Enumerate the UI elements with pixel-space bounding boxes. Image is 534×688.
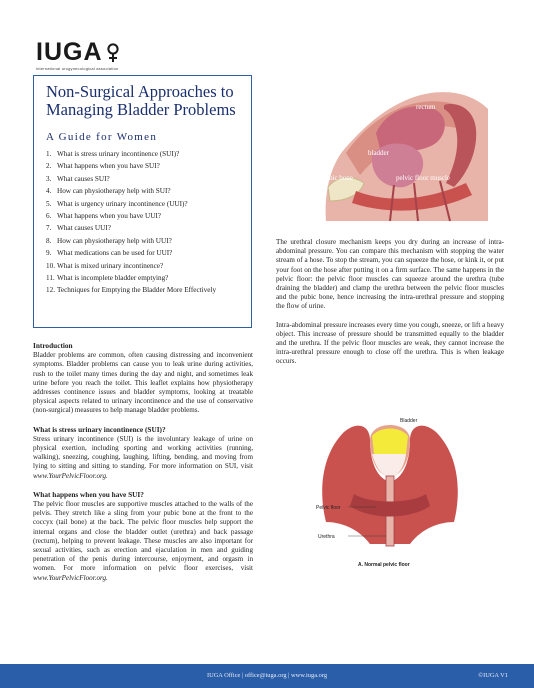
illustration-caption: A. Normal pelvic floor [358,562,410,568]
intro-text: Bladder problems are common, often causing distressing and inconvenient symptoms. Bladder problems can cause you to leak urine during activities, rush to the toilet many times during the day and night, and sometimes leak urine before you reach the toilet. This leaflet explains how physiotherapy addresses continence issues and bladder symptoms, looking at treatable physical aspects related to urinary incontinence and the use of conservative (non-surgical) measures to help manage bladder problems. [33,351,253,415]
happens-heading: What happens when you have SUI? [33,489,144,499]
pelvic-floor-label-2: Pelvic floor [316,505,341,511]
toc-item-number: 8. [46,236,52,245]
toc-item-label: What happens when you have SUI? [57,162,160,171]
sui-heading: What is stress urinary incontinence (SUI)? [33,424,166,434]
normal-pelvic-floor-illustration [314,410,464,572]
iuga-logo [36,38,176,71]
footer-contact: IUGA Office | office@iuga.org | www.iuga.org [206,672,328,679]
table-of-contents [46,148,243,297]
toc-item-label: What is incomplete bladder emptying? [57,274,169,283]
toc-item-label: What is stress urinary incontinence (SUI)? [57,150,180,158]
logo-subtitle: international urogynecological association [36,66,119,71]
right-paragraph-1: The urethral closure mechanism keeps you dry during an increase of intra-abdominal pressure. You can compare this mechanism with stopping the water stream of a hose. To stop the stream, you can squeeze the hose, or kink it, or put your foot on the hose after putting it on a firm surface. The same happens in the pelvic floor: the pelvic floor muscles can squeeze around the urethra (tube draining the bladder) and clamp the urethra between the pelvic floor muscles and the pubic bone, hence increasing the intra-urethral pressure and stopping the flow of urine. [276,238,504,311]
sui-paragraph [33,435,253,481]
happens-link[interactable]: www.YourPelvicFloor.org. [33,573,108,582]
logo-text: IUGA [36,38,103,66]
female-symbol-icon [106,43,120,63]
toc-item-number: 12. [46,286,55,295]
toc-item-number: 3. [46,174,52,183]
urethra-label: Urethra [318,534,335,540]
toc-item [46,284,243,296]
toc-item-number: 5. [46,199,52,208]
happens-text: The pelvic floor muscles are supportive muscles attached to the walls of the pelvis. They stretch like a sling from your pubic bone at the front to the coccyx (tail bone) at the back. The pelvic floor muscles help support the internal organs and close the bladder outlet (urethra) and back passage (rectum), helping to prevent leakage. These muscles are also important for sexual activities, such as erection and ejaculation in men and guiding penetration of the penis during intercourse, enjoyment, and orgasm in women. For more information on pelvic floor exercises, visit [33,500,253,573]
pelvis-cross-section-illustration [316,83,490,223]
toc-item-label: What is mixed urinary incontinence? [57,261,164,270]
toc-item-label: How can physiotherapy help with UUI? [57,236,172,245]
sui-link[interactable]: www.YourPelvicFloor.org. [33,471,108,480]
rectum-label: rectum [416,103,436,111]
toc-item [46,173,243,185]
left-column [33,341,253,583]
right-column [276,238,504,367]
toc-item-number: 2. [46,162,52,171]
pubic-bone-label: pubic bone [322,174,353,182]
toc-item-number: 6. [46,212,52,221]
right-paragraph-2: Intra-abdominal pressure increases every time you cough, sneeze, or lift a heavy object. This increase of pressure should be transmitted equally to the bladder and the urethra. If the pelvic floor muscles are weak, they cannot increase the intra-urethral pressure enough to close off the urethra. This is when leakage occurs. [276,320,504,366]
toc-item [46,210,243,222]
toc-item [46,260,243,272]
bladder-label: bladder [368,149,389,157]
happens-paragraph [33,500,253,583]
toc-item [46,247,243,259]
toc-item-number: 9. [46,249,52,258]
toc-item [46,198,243,210]
page-subtitle: A Guide for Women [46,131,158,143]
toc-item [46,185,243,197]
toc-item [46,235,243,247]
toc-item-number: 7. [46,224,52,233]
page-title: Non-Surgical Approaches to Managing Bladder Problems [46,82,236,119]
sui-text: Stress urinary incontinence (SUI) is the involuntary leakage of urine on physical exertion, including sporting and working activities (running, walking), sneezing, coughing, laughing, lifting, bending, and moving from lying to sitting and sitting to standing. For more information on SUI, visit [33,434,253,471]
toc-item-number: 1. [46,150,52,158]
footer-version: ©IUGA V1 [478,672,508,679]
toc-item-label: What causes UUI? [57,224,111,233]
uterus-label: uterus [376,99,394,107]
toc-item-label: What happens when you have UUI? [57,212,161,221]
toc-item-label: How can physiotherapy help with SUI? [57,187,171,196]
pelvic-floor-label: pelvic floor muscle [396,174,451,182]
bladder-label-2: Bladder [400,418,418,424]
title-box [33,75,252,328]
toc-item [46,160,243,172]
toc-item [46,272,243,284]
toc-item-label: Techniques for Emptying the Bladder More Effectively [57,286,217,295]
toc-item [46,148,243,160]
toc-item-label: What is urgency urinary incontinence (UUI)? [57,199,188,208]
intro-heading: Introduction [33,341,73,350]
footer-bar [0,664,534,688]
toc-item-number: 4. [46,187,52,196]
toc-item-number: 11. [46,274,55,283]
toc-item [46,222,243,234]
toc-item-label: What medications can be used for UUI? [57,249,173,258]
toc-item-label: What causes SUI? [57,174,110,183]
toc-item-number: 10. [46,261,55,270]
